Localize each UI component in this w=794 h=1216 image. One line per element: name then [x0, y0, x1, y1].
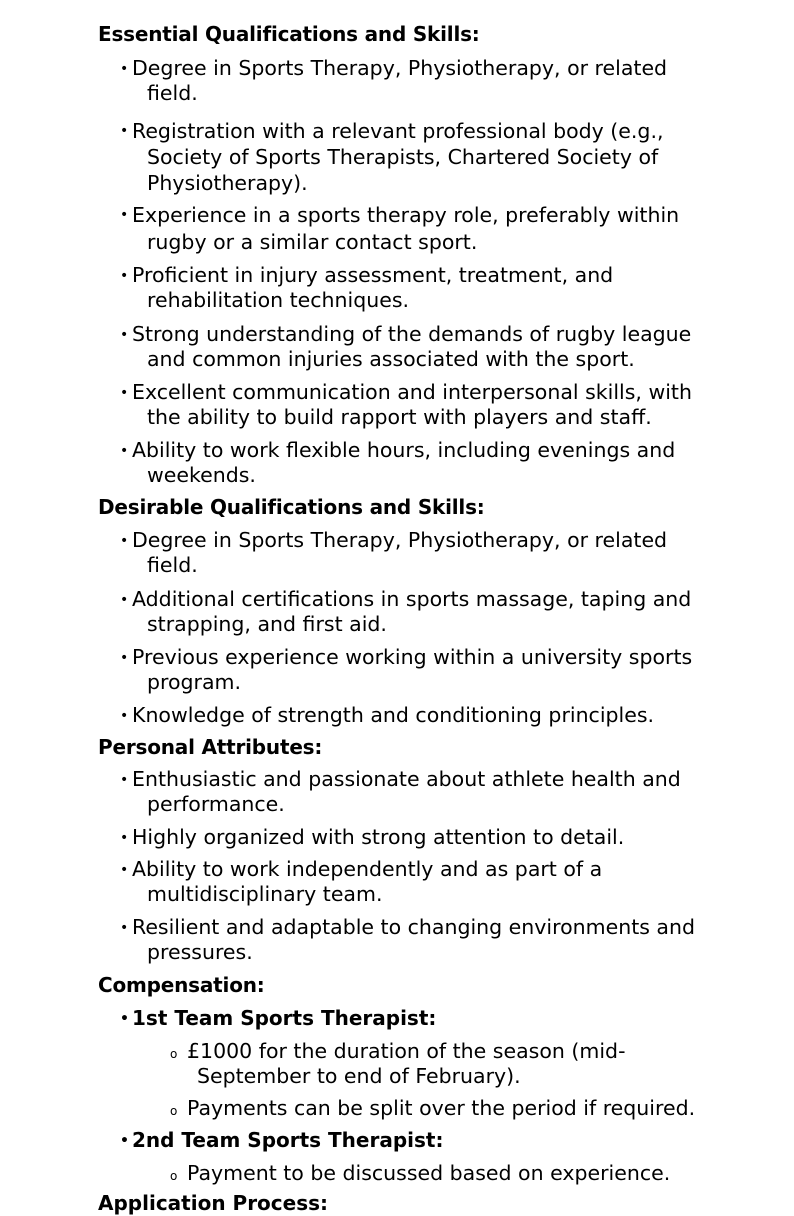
- bullet-icon: •: [120, 385, 129, 401]
- list-item-text: program.: [147, 670, 242, 694]
- list-item-text: Additional certifications in sports massage, taping and: [132, 587, 692, 611]
- list-item-text: Resilient and adaptable to changing environments and: [132, 915, 695, 939]
- bullet-icon: •: [120, 1011, 129, 1027]
- list-item: [120, 915, 720, 965]
- list-item-text: Registration with a relevant professional body (e.g.,: [132, 119, 664, 143]
- bullet-icon: •: [120, 327, 129, 343]
- bullet-icon: •: [120, 592, 129, 608]
- list-item-text: Degree in Sports Therapy, Physiotherapy, or related: [132, 56, 668, 80]
- bullet-icon: •: [120, 830, 129, 846]
- heading-desirable-qualifications: Desirable Qualifications and Skills:: [98, 495, 485, 519]
- bullet-icon: •: [120, 268, 129, 284]
- list-item-text: Degree in Sports Therapy, Physiotherapy, or related: [132, 528, 668, 552]
- list-item: [120, 703, 720, 728]
- list-item: [120, 438, 720, 488]
- heading-essential-qualifications: Essential Qualifications and Skills:: [98, 22, 480, 46]
- bullet-icon: •: [120, 443, 129, 459]
- list-item-text: 1st Team Sports Therapist:: [132, 1006, 437, 1030]
- bullet-icon: •: [120, 1133, 129, 1149]
- list-item-text: Knowledge of strength and conditioning principles.: [132, 703, 655, 727]
- list-item-text: Strong understanding of the demands of rugby league: [132, 322, 692, 346]
- list-item-text: weekends.: [147, 463, 256, 487]
- bullet-icon: •: [120, 708, 129, 724]
- list-item-text: field.: [147, 81, 198, 105]
- list-item: [120, 587, 720, 637]
- heading-next-section: Application Process:: [98, 1191, 329, 1215]
- list-item-text: and common injuries associated with the sport.: [147, 347, 635, 371]
- list-item: [120, 118, 720, 196]
- list-item-text: pressures.: [147, 940, 253, 964]
- sub-list-item-text: £1000 for the duration of the season (mid-: [187, 1039, 626, 1063]
- list-item-text: strapping, and first aid.: [147, 612, 387, 636]
- list-item-text: Physiotherapy).: [147, 171, 308, 195]
- list-item-text: field.: [147, 553, 198, 577]
- sub-list-item-text: September to end of February).: [197, 1064, 521, 1088]
- list-item: [120, 645, 720, 695]
- list-item-text: Ability to work flexible hours, including evenings and: [132, 438, 676, 462]
- list-item: [120, 202, 720, 256]
- bullet-icon: •: [120, 123, 129, 139]
- list-item-text: performance.: [147, 792, 285, 816]
- list-item-text: Excellent communication and interpersonal skills, with: [132, 380, 692, 404]
- list-item-text: Society of Sports Therapists, Chartered Society of: [147, 145, 659, 169]
- list-item: [120, 857, 720, 907]
- sub-list-item: [170, 1096, 730, 1121]
- bullet-icon: •: [120, 920, 129, 936]
- list-item-text: the ability to build rapport with players and staff.: [147, 405, 652, 429]
- list-item-text: Experience in a sports therapy role, preferably within: [132, 203, 680, 227]
- list-item-text: rehabilitation techniques.: [147, 288, 410, 312]
- list-item-text: Ability to work independently and as part of a: [132, 857, 603, 881]
- bullet-icon: •: [120, 207, 129, 223]
- sub-list-item: [170, 1039, 730, 1089]
- bullet-icon: •: [120, 650, 129, 666]
- list-item-1st-team: [120, 1006, 720, 1031]
- list-item: [120, 263, 720, 313]
- bullet-icon: •: [120, 61, 129, 77]
- list-item-text: multidisciplinary team.: [147, 882, 383, 906]
- heading-personal-attributes: Personal Attributes:: [98, 735, 323, 759]
- list-item: [120, 528, 720, 578]
- bullet-icon: •: [120, 772, 129, 788]
- list-item: [120, 825, 720, 850]
- circle-bullet-icon: o: [170, 1104, 178, 1118]
- list-item-text: Previous experience working within a university sports: [132, 645, 693, 669]
- list-item: [120, 322, 720, 372]
- list-item: [120, 380, 720, 430]
- list-item: [120, 767, 720, 817]
- list-item-text: rugby or a similar contact sport.: [147, 230, 478, 254]
- list-item-text: 2nd Team Sports Therapist:: [132, 1128, 444, 1152]
- sub-list-item: [170, 1161, 730, 1186]
- heading-compensation: Compensation:: [98, 973, 265, 997]
- sub-list-item-text: Payment to be discussed based on experience.: [187, 1161, 671, 1185]
- bullet-icon: •: [120, 533, 129, 549]
- list-item: [120, 56, 720, 106]
- list-item-2nd-team: [120, 1128, 720, 1153]
- list-item-text: Enthusiastic and passionate about athlete health and: [132, 767, 681, 791]
- circle-bullet-icon: o: [170, 1169, 178, 1183]
- bullet-icon: •: [120, 862, 129, 878]
- circle-bullet-icon: o: [170, 1047, 178, 1061]
- list-item-text: Proficient in injury assessment, treatment, and: [132, 263, 614, 287]
- list-item-text: Highly organized with strong attention to detail.: [132, 825, 625, 849]
- sub-list-item-text: Payments can be split over the period if required.: [187, 1096, 696, 1120]
